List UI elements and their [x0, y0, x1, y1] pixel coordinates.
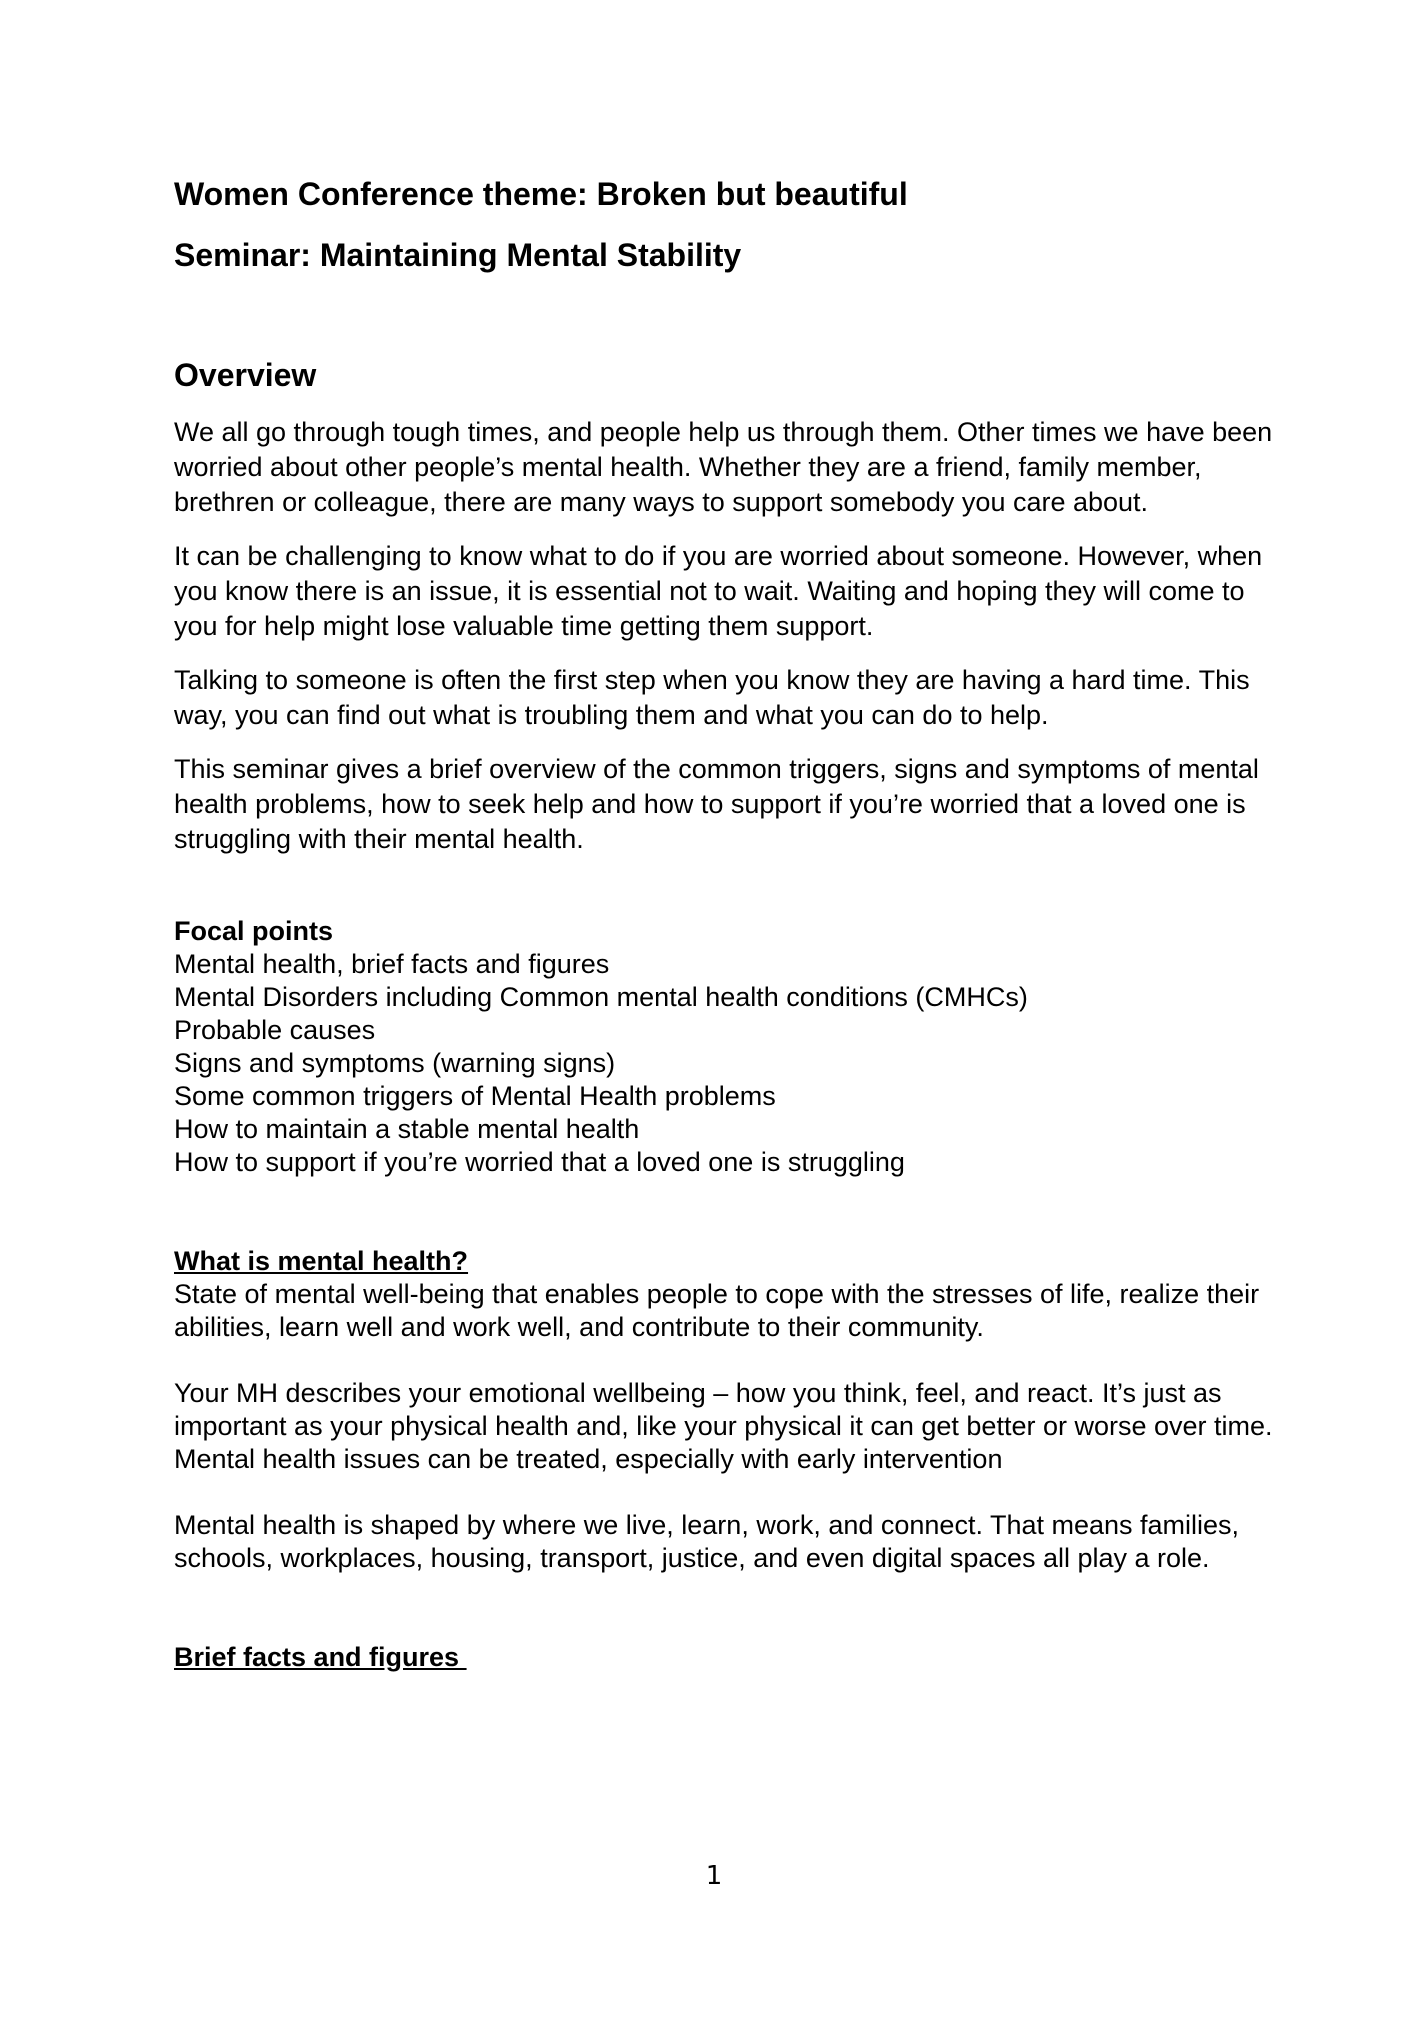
mental-health-paragraph: Mental health is shaped by where we live, learn, work, and connect. That means families, schools, workplaces, housing, transport, justice, and even digital spaces all play a role.: [174, 1510, 1240, 1573]
overview-paragraph: It can be challenging to know what to do if you are worried about someone. However, when you know there is an issue, it is essential not to wait. Waiting and hoping they will come to you for help might lose valuable time getting them support.: [174, 541, 1263, 641]
brief-facts-heading: Brief facts and figures: [174, 1642, 467, 1672]
seminar-title: Seminar: Maintaining Mental Stability: [174, 237, 742, 273]
focal-point-item: How to maintain a stable mental health: [174, 1114, 640, 1144]
mental-health-paragraph: Your MH describes your emotional wellbeing – how you think, feel, and react. It’s just as important as your physical health and, like your physical it can get better or worse over time. Mental health issues can be treated, especially with early intervention: [174, 1378, 1273, 1474]
overview-heading: Overview: [174, 357, 317, 393]
focal-points-list: [174, 948, 1284, 1179]
focal-point-item: Probable causes: [174, 1015, 376, 1045]
overview-paragraph: We all go through tough times, and people help us through them. Other times we have been worried about other people’s mental health. Whether they are a friend, family member, brethren or colleague, there are many ways to support somebody you care about.: [174, 417, 1273, 517]
what-is-mental-health-heading: What is mental health?: [174, 1246, 469, 1276]
what-is-mental-health-section: [174, 1245, 1284, 1575]
overview-paragraph: This seminar gives a brief overview of the common triggers, signs and symptoms of mental health problems, how to seek help and how to support if you’re worried that a loved one is struggling with their mental health.: [174, 754, 1259, 854]
overview-paragraph: Talking to someone is often the first step when you know they are having a hard time. This way, you can find out what is troubling them and what you can do to help.: [174, 665, 1250, 730]
mental-health-paragraph: State of mental well-being that enables people to cope with the stresses of life, realize their abilities, learn well and work well, and contribute to their community.: [174, 1279, 1260, 1342]
conference-theme-title: Women Conference theme: Broken but beautiful: [174, 176, 908, 212]
focal-point-item: How to support if you’re worried that a loved one is struggling: [174, 1147, 905, 1177]
focal-point-item: Signs and symptoms (warning signs): [174, 1048, 616, 1078]
focal-point-item: Some common triggers of Mental Health problems: [174, 1081, 776, 1111]
focal-points-section: [174, 915, 1284, 1179]
page-number: 1: [705, 1861, 723, 1891]
page-content: [174, 172, 1284, 1674]
focal-points-heading: Focal points: [174, 916, 334, 946]
focal-point-item: Mental Disorders including Common mental health conditions (CMHCs): [174, 982, 1028, 1012]
focal-point-item: Mental health, brief facts and figures: [174, 949, 610, 979]
